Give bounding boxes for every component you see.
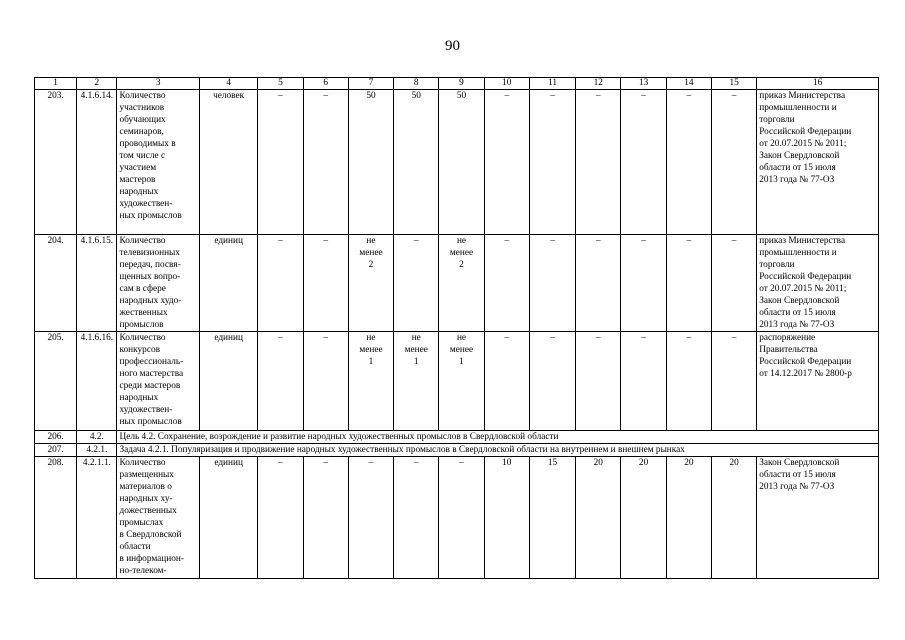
value-cell: – bbox=[258, 235, 303, 332]
col-header: 7 bbox=[348, 78, 393, 90]
value-cell: – bbox=[576, 235, 621, 332]
row-code: 4.1.6.16. bbox=[77, 332, 117, 431]
value-cell: 10 bbox=[484, 457, 529, 579]
value-cell: 20 bbox=[666, 457, 711, 579]
value-cell: – bbox=[303, 90, 348, 235]
value-cell: не менее 1 bbox=[348, 332, 393, 431]
value-cell: – bbox=[258, 90, 303, 235]
value-cell: – bbox=[529, 90, 575, 235]
value-cell: – bbox=[666, 90, 711, 235]
col-header: 8 bbox=[394, 78, 439, 90]
value-cell: – bbox=[394, 235, 439, 332]
row-number: 205. bbox=[35, 332, 77, 431]
indicator-name: Количество телевизионных передач, посвя- щенных вопро- сам в сфере народных худо- жественных промыслов bbox=[117, 235, 199, 332]
task-text: Задача 4.2.1. Популяризация и продвижение народных художественных промыслов в Свердловской области на внутреннем и внешнем рынках bbox=[117, 444, 879, 457]
col-header: 9 bbox=[439, 78, 484, 90]
col-header: 12 bbox=[576, 78, 621, 90]
indicators-table bbox=[34, 77, 879, 579]
value-cell: 50 bbox=[394, 90, 439, 235]
value-cell: – bbox=[303, 332, 348, 431]
value-cell: – bbox=[439, 457, 484, 579]
legal-basis: Закон Свердловской области от 15 июля 2013 года № 77-ОЗ bbox=[757, 457, 879, 579]
value-cell: 20 bbox=[576, 457, 621, 579]
col-header: 14 bbox=[666, 78, 711, 90]
indicator-name: Количество участников обучающих семинаров, проводимых в том числе с участием мастеров народных художествен- ных промыслов bbox=[117, 90, 199, 235]
value-cell: – bbox=[258, 457, 303, 579]
col-header: 6 bbox=[303, 78, 348, 90]
row-number: 208. bbox=[35, 457, 77, 579]
value-cell: 20 bbox=[621, 457, 666, 579]
legal-basis: распоряжение Правительства Российской Федерации от 14.12.2017 № 2800-р bbox=[757, 332, 879, 431]
value-cell: – bbox=[711, 332, 756, 431]
value-cell: 20 bbox=[711, 457, 756, 579]
value-cell: не менее 2 bbox=[439, 235, 484, 332]
value-cell: не менее 1 bbox=[439, 332, 484, 431]
table-row bbox=[35, 332, 879, 431]
row-code: 4.1.6.15. bbox=[77, 235, 117, 332]
row-number: 206. bbox=[35, 431, 77, 444]
table-row bbox=[35, 235, 879, 332]
value-cell: – bbox=[621, 332, 666, 431]
value-cell: – bbox=[258, 332, 303, 431]
value-cell: не менее 2 bbox=[348, 235, 393, 332]
goal-text: Цель 4.2. Сохранение, возрождение и развитие народных художественных промыслов в Свердловской области bbox=[117, 431, 879, 444]
value-cell: – bbox=[576, 90, 621, 235]
row-number: 203. bbox=[35, 90, 77, 235]
table-row bbox=[35, 90, 879, 235]
value-cell: – bbox=[529, 235, 575, 332]
unit: единиц bbox=[199, 457, 257, 579]
value-cell: – bbox=[348, 457, 393, 579]
value-cell: – bbox=[529, 332, 575, 431]
col-header: 1 bbox=[35, 78, 77, 90]
col-header: 3 bbox=[117, 78, 199, 90]
unit: единиц bbox=[199, 332, 257, 431]
value-cell: – bbox=[666, 332, 711, 431]
row-code: 4.2.1. bbox=[77, 444, 117, 457]
value-cell: – bbox=[666, 235, 711, 332]
value-cell: – bbox=[303, 235, 348, 332]
task-row bbox=[35, 444, 879, 457]
col-header: 15 bbox=[711, 78, 756, 90]
unit: единиц bbox=[199, 235, 257, 332]
value-cell: не менее 1 bbox=[394, 332, 439, 431]
col-header: 5 bbox=[258, 78, 303, 90]
value-cell: – bbox=[394, 457, 439, 579]
value-cell: – bbox=[711, 235, 756, 332]
value-cell: – bbox=[484, 90, 529, 235]
value-cell: 15 bbox=[529, 457, 575, 579]
value-cell: – bbox=[621, 90, 666, 235]
col-header: 10 bbox=[484, 78, 529, 90]
value-cell: – bbox=[303, 457, 348, 579]
col-header: 2 bbox=[77, 78, 117, 90]
row-number: 204. bbox=[35, 235, 77, 332]
row-code: 4.2.1.1. bbox=[77, 457, 117, 579]
row-number: 207. bbox=[35, 444, 77, 457]
goal-row bbox=[35, 431, 879, 444]
page-number: 90 bbox=[445, 38, 460, 54]
value-cell: – bbox=[484, 332, 529, 431]
indicator-name: Количество размещенных материалов о народных ху- дожественных промыслах в Свердловской области в информацион- но-телеком- bbox=[117, 457, 199, 579]
column-number-row bbox=[35, 78, 879, 90]
col-header: 11 bbox=[529, 78, 575, 90]
legal-basis: приказ Министерства промышленности и торговли Российской Федерации от 20.07.2015 № 2011; Закон Свердловской области от 15 июля 2013 года № 77-ОЗ bbox=[757, 235, 879, 332]
value-cell: – bbox=[484, 235, 529, 332]
col-header: 13 bbox=[621, 78, 666, 90]
value-cell: 50 bbox=[348, 90, 393, 235]
col-header: 4 bbox=[199, 78, 257, 90]
value-cell: – bbox=[711, 90, 756, 235]
col-header: 16 bbox=[757, 78, 879, 90]
unit: человек bbox=[199, 90, 257, 235]
value-cell: – bbox=[621, 235, 666, 332]
value-cell: 50 bbox=[439, 90, 484, 235]
row-code: 4.2. bbox=[77, 431, 117, 444]
table-row bbox=[35, 457, 879, 579]
row-code: 4.1.6.14. bbox=[77, 90, 117, 235]
value-cell: – bbox=[576, 332, 621, 431]
legal-basis: приказ Министерства промышленности и торговли Российской Федерации от 20.07.2015 № 2011; Закон Свердловской области от 15 июля 2013 года № 77-ОЗ bbox=[757, 90, 879, 235]
indicator-name: Количество конкурсов профессиональ- ного мастерства среди мастеров народных художествен- ных промыслов bbox=[117, 332, 199, 431]
